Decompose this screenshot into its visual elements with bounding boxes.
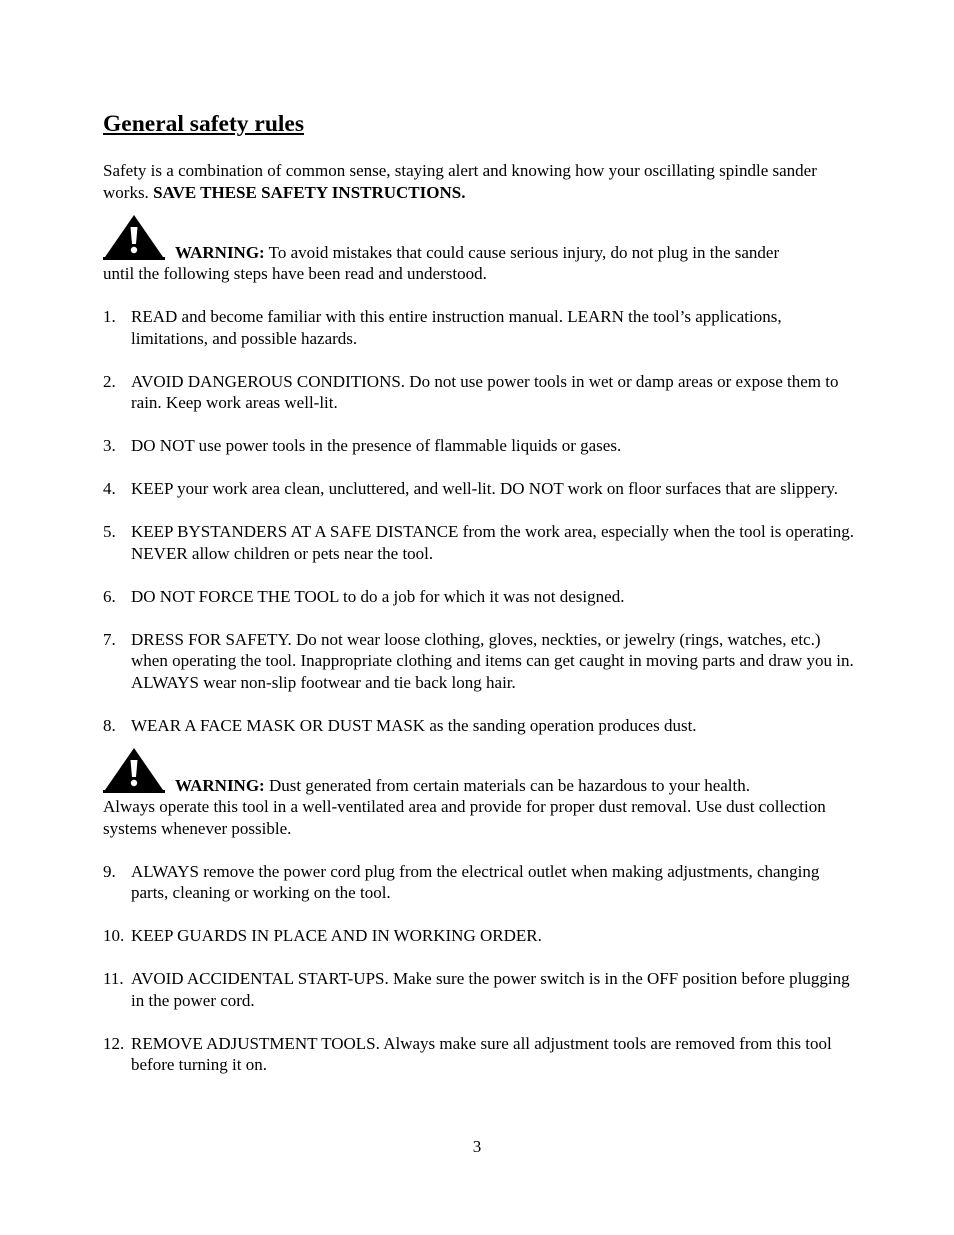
list-item (103, 478, 858, 500)
list-item-text: ALWAYS remove the power cord plug from the electrical outlet when making adjustments, changing parts, cleaning or working on the tool. (131, 861, 820, 902)
warning-triangle-icon (103, 746, 165, 796)
intro-text: Safety is a combination of common sense, staying alert and knowing how your oscillating spindle sander works. (103, 161, 817, 202)
safety-rules-list (103, 306, 858, 736)
page-title: General safety rules (103, 111, 305, 137)
list-item (103, 925, 858, 947)
list-item-text: AVOID DANGEROUS CONDITIONS. Do not use power tools in wet or damp areas or expose them to rain. Keep work areas well-lit. (131, 371, 839, 412)
document-page (103, 110, 858, 1076)
list-item (103, 586, 858, 608)
list-item (103, 861, 858, 904)
warning-triangle-icon (103, 213, 165, 263)
warning-label: WARNING: (175, 242, 265, 262)
list-item-text: WEAR A FACE MASK OR DUST MASK as the sanding operation produces dust. (131, 715, 697, 735)
warning-block-2 (103, 746, 858, 839)
list-item-number: 3. (103, 436, 116, 455)
list-item-text: READ and become familiar with this entire instruction manual. LEARN the tool’s applications, limitations, and possible hazards. (131, 307, 782, 348)
warning-block-1 (103, 213, 858, 285)
list-item (103, 435, 858, 457)
intro-emphasis: SAVE THESE SAFETY INSTRUCTIONS. (153, 182, 466, 202)
list-item-text: DRESS FOR SAFETY. Do not wear loose clothing, gloves, neckties, or jewelry (rings, watches, etc.) when operating the tool. Inappropriate clothing and items can get caught in moving parts and draw you in. ALWAYS wear non-slip footwear and tie back long hair. (131, 629, 854, 692)
list-item (103, 521, 858, 564)
list-item-text: REMOVE ADJUSTMENT TOOLS. Always make sure all adjustment tools are removed from this tool before turning it on. (131, 1033, 832, 1074)
list-item-number: 10. (103, 926, 125, 945)
warning-text-continued: Always operate this tool in a well-ventilated area and provide for proper dust removal. Use dust collection systems whenever possible. (103, 797, 826, 838)
list-item-text: KEEP BYSTANDERS AT A SAFE DISTANCE from the work area, especially when the tool is operating. NEVER allow children or pets near the tool. (131, 522, 855, 563)
list-item-number: 8. (103, 715, 116, 735)
list-item-number: 4. (103, 479, 116, 498)
page-number: 3 (472, 1137, 482, 1156)
safety-rules-list-continued (103, 861, 858, 1076)
intro-paragraph (103, 160, 858, 203)
warning-label: WARNING: (175, 775, 265, 795)
list-item (103, 629, 858, 694)
list-item (103, 715, 858, 737)
list-item-number: 5. (103, 522, 116, 541)
list-item-number: 7. (103, 629, 116, 649)
list-item-number: 1. (103, 307, 116, 326)
list-item-number: 9. (103, 861, 116, 881)
list-item (103, 1033, 858, 1076)
list-item-text: DO NOT use power tools in the presence of flammable liquids or gases. (131, 436, 622, 455)
list-item-number: 12. (103, 1033, 125, 1053)
list-item-text: AVOID ACCIDENTAL START-UPS. Make sure the power switch is in the OFF position before plugging in the power cord. (131, 969, 850, 1010)
warning-text: Dust generated from certain materials can be hazardous to your health. (264, 775, 750, 795)
list-item-number: 2. (103, 371, 116, 391)
list-item (103, 371, 858, 414)
warning-text: To avoid mistakes that could cause serious injury, do not plug in the sander (264, 242, 780, 262)
list-item-number: 6. (103, 586, 116, 606)
list-item-text: KEEP GUARDS IN PLACE AND IN WORKING ORDER. (131, 926, 542, 945)
list-item-text: KEEP your work area clean, uncluttered, and well-lit. DO NOT work on floor surfaces that are slippery. (131, 479, 839, 498)
list-item-text: DO NOT FORCE THE TOOL to do a job for which it was not designed. (131, 586, 625, 606)
list-item (103, 306, 858, 349)
list-item-number: 11. (103, 969, 124, 988)
warning-text-continued: until the following steps have been read and understood. (103, 264, 487, 283)
list-item (103, 968, 858, 1011)
